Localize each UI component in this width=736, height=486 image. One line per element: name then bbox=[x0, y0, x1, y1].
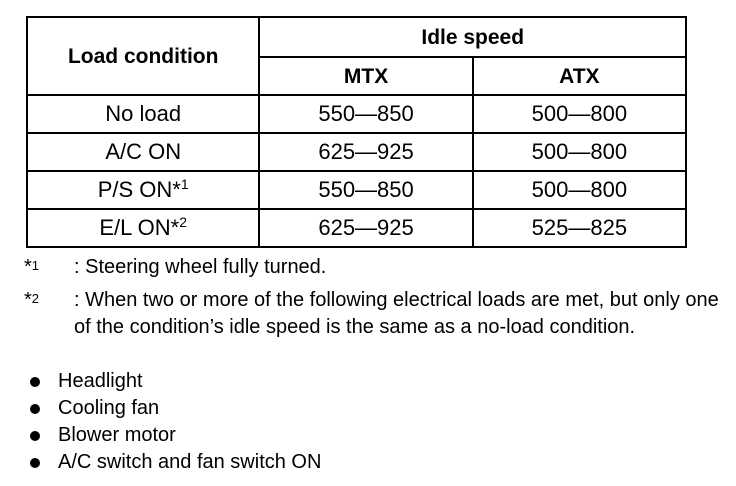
idle-speed-table bbox=[26, 16, 687, 248]
row-condition: P/S ON*$^1$ bbox=[27, 171, 259, 209]
row-condition: E/L ON*$^2$ bbox=[27, 209, 259, 247]
row-atx: 500—800 bbox=[473, 95, 686, 133]
row-mtx: 625—925 bbox=[259, 133, 472, 171]
list-item: A/C switch and fan switch ON bbox=[26, 449, 321, 476]
bullet-icon bbox=[30, 404, 40, 414]
row-atx: 500—800 bbox=[473, 133, 686, 171]
footnote-text: : Steering wheel fully turned. bbox=[74, 256, 327, 278]
header-atx: ATX bbox=[473, 57, 686, 95]
footnote-2 bbox=[24, 287, 724, 341]
header-idle-speed: Idle speed bbox=[259, 17, 686, 57]
footnote-text: : When two or more of the following electrical loads are met, but only one of the condition’s idle speed is the same as a no-load condition. bbox=[74, 289, 719, 338]
bullet-icon bbox=[30, 458, 40, 468]
list-item: Headlight bbox=[26, 368, 321, 395]
footnotes bbox=[24, 254, 724, 341]
header-load-condition: Load condition bbox=[27, 17, 259, 95]
bullet-icon bbox=[30, 377, 40, 387]
list-item: Cooling fan bbox=[26, 395, 321, 422]
row-mtx: 550—850 bbox=[259, 95, 472, 133]
footnote-mark: *$^2$ bbox=[24, 289, 40, 311]
bullet-icon bbox=[30, 431, 40, 441]
row-mtx: 625—925 bbox=[259, 209, 472, 247]
table-row bbox=[27, 133, 686, 171]
row-condition: No load bbox=[27, 95, 259, 133]
row-mtx: 550—850 bbox=[259, 171, 472, 209]
table-row bbox=[27, 209, 686, 247]
row-atx: 500—800 bbox=[473, 171, 686, 209]
footnote-mark: *$^1$ bbox=[24, 256, 40, 278]
list-item: Blower motor bbox=[26, 422, 321, 449]
footnote-1 bbox=[24, 254, 724, 281]
row-condition: A/C ON bbox=[27, 133, 259, 171]
header-mtx: MTX bbox=[259, 57, 472, 95]
table-row bbox=[27, 171, 686, 209]
electrical-load-list bbox=[26, 368, 321, 476]
row-atx: 525—825 bbox=[473, 209, 686, 247]
table-row bbox=[27, 95, 686, 133]
